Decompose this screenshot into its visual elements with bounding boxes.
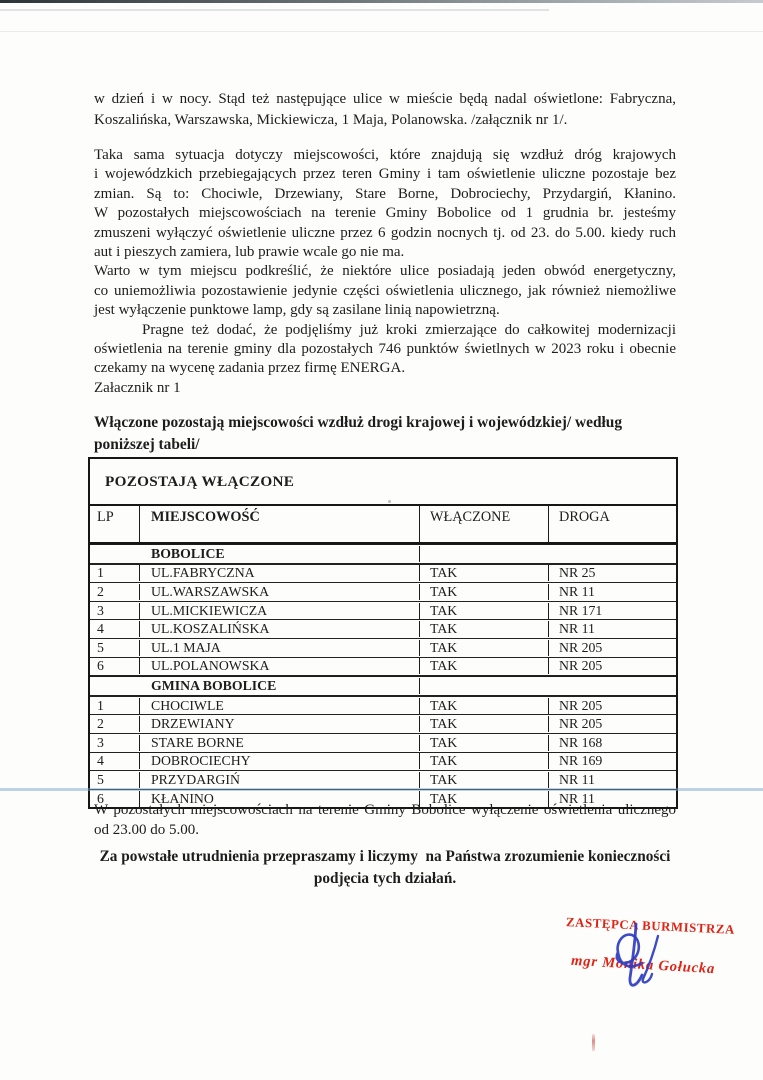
cell-wlaczone: TAK: [420, 565, 549, 581]
scan-artifact-top-edge: [0, 0, 763, 3]
scan-artifact-streak: [0, 31, 763, 32]
text-line: i wojewódzkich przebiegających przez teren Gminy i tam oświetlenie uliczne pozostaje bez: [94, 166, 676, 183]
table-row: [90, 715, 676, 734]
table-row: [90, 676, 676, 697]
cell-lp: 3: [90, 735, 140, 751]
cell-miejscowosc: UL.FABRYCZNA: [140, 565, 420, 581]
text-line: od 23.00 do 5.00.: [94, 822, 199, 839]
cell-wlaczone: TAK: [420, 735, 549, 751]
cell-wlaczone: TAK: [420, 640, 549, 656]
cell-miejscowosc: DOBROCIECHY: [140, 753, 420, 769]
cell-lp: 2: [90, 584, 140, 600]
table-body: [90, 544, 676, 807]
cell-wlaczone: TAK: [420, 753, 549, 769]
table-row: [90, 734, 676, 753]
deputy-mayor-stamp-name: mgr Monika Gołucka: [570, 952, 716, 978]
text-line: Warto w tym miejscu podkreślić, że niektóre ulice posiadają jeden obwód energetyczny,: [94, 263, 676, 280]
cell-lp: 3: [90, 603, 140, 619]
attachment-label-text: Załacznik nr 1: [94, 380, 181, 396]
table-row: [90, 639, 676, 658]
table-header-row: [90, 506, 676, 544]
cell-droga: NR 205: [559, 716, 603, 732]
cell-lp: 1: [90, 565, 140, 581]
attachment-label: [94, 379, 676, 398]
table-row: [90, 697, 676, 716]
cell-miejscowosc: STARE BORNE: [140, 735, 420, 751]
cell-droga: NR 205: [559, 658, 603, 674]
deputy-mayor-stamp-title: ZASTĘPCA BURMISTRZA: [565, 915, 736, 937]
lighting-table: [88, 457, 678, 809]
column-header-wlaczone: WŁĄCZONE: [420, 506, 549, 542]
text-line: Za powstałe utrudnienia przepraszamy i liczymy na Państwa zrozumienie konieczności: [99, 848, 671, 865]
cell-wlaczone: TAK: [420, 621, 549, 637]
table-row: [90, 602, 676, 621]
column-header-droga: DROGA: [559, 509, 610, 525]
cell-droga: NR 169: [559, 753, 603, 769]
cell-lp: 6: [90, 658, 140, 674]
table-row: [90, 544, 676, 565]
cell-droga: NR 171: [559, 602, 603, 618]
text-line: czekamy na wycenę zadania przez firmę ENERGA.: [94, 360, 406, 377]
cell-lp: 2: [90, 716, 140, 732]
cell-droga: NR 11: [559, 790, 595, 806]
cell-lp: 4: [90, 753, 140, 769]
cell-droga: NR 11: [559, 583, 595, 599]
cell-lp: 5: [90, 640, 140, 656]
scan-artifact-red-dash: [592, 1034, 595, 1051]
cell-wlaczone: TAK: [420, 772, 549, 788]
cell-miejscowosc: UL.WARSZAWSKA: [140, 584, 420, 600]
cell-wlaczone: TAK: [420, 716, 549, 732]
cell-droga: NR 205: [559, 639, 603, 655]
cell-miejscowosc: DRZEWIANY: [140, 716, 420, 732]
cell-wlaczone: TAK: [420, 658, 549, 674]
text-line: jest wyłączenie punktowe lamp, gdy są zasilane linią napowietrzną.: [94, 302, 500, 319]
cell-wlaczone: TAK: [420, 698, 549, 714]
cell-miejscowosc: BOBOLICE: [140, 546, 420, 562]
cell-miejscowosc: CHOCIWLE: [140, 698, 420, 714]
apology-paragraph: [94, 846, 676, 889]
cell-wlaczone: TAK: [420, 603, 549, 619]
cell-lp: 5: [90, 772, 140, 788]
closing-paragraph: [94, 800, 676, 840]
cell-miejscowosc: UL.KOSZALIŃSKA: [140, 621, 420, 637]
text-line: W pozostałych miejscowościach na terenie Gminy Bobolice od 1 grudnia br. jesteśmy: [94, 205, 676, 222]
table-row: [90, 565, 676, 584]
intro-paragraph: [94, 89, 676, 130]
table-row: [90, 620, 676, 639]
column-header-lp: LP: [90, 506, 140, 542]
cell-droga: NR 168: [559, 734, 603, 750]
cell-miejscowosc: UL.1 MAJA: [140, 640, 420, 656]
cell-miejscowosc: UL.POLANOWSKA: [140, 658, 420, 674]
text-line: podjęcia tych działań.: [313, 869, 457, 887]
table-title: POZOSTAJĄ WŁĄCZONE: [90, 459, 676, 506]
text-line: zmuszeni wyłączyć oświetlenie uliczne przez 6 godzin nocnych tj. od 23. do 5.00. kiedy ruch: [94, 224, 676, 241]
cell-wlaczone: TAK: [420, 791, 549, 807]
cell-droga: NR 25: [559, 565, 596, 581]
text-line: W pozostałych miejscowościach na terenie Gminy Bobolice wyłączenie oświetlenia ulicznego: [94, 802, 676, 818]
text-line: poniższej tabeli/: [94, 436, 200, 453]
cell-droga: NR 11: [559, 621, 595, 637]
cell-lp: 1: [90, 698, 140, 714]
scan-artifact-blue-line: [0, 788, 763, 791]
cell-miejscowosc: GMINA BOBOLICE: [140, 678, 420, 694]
signature-scribble-icon: [606, 916, 678, 998]
cell-droga: NR 205: [559, 697, 603, 713]
cell-miejscowosc: KŁANINO: [140, 791, 420, 807]
text-line: aut i pieszych zamiera, lub prawie wcale go nie ma.: [94, 244, 405, 261]
main-paragraph: [94, 146, 676, 379]
table-row: [90, 583, 676, 602]
text-line: Koszalińska, Warszawska, Mickiewicza, 1 Maja, Polanowska. /załącznik nr 1/.: [94, 111, 568, 128]
cell-miejscowosc: UL.MICKIEWICZA: [140, 603, 420, 619]
table-intro-heading: [94, 412, 676, 456]
text-line: w dzień i w nocy. Stąd też następujące ulice w mieście będą nadal oświetlone: Fabryczna,: [94, 91, 676, 107]
table-row: [90, 658, 676, 677]
cell-lp: 4: [90, 621, 140, 637]
cell-wlaczone: TAK: [420, 584, 549, 600]
cell-miejscowosc: PRZYDARGIŃ: [140, 772, 420, 788]
cell-droga: NR 11: [559, 771, 595, 787]
table-row: [90, 753, 676, 772]
column-header-miejscowosc: MIEJSCOWOŚĆ: [140, 506, 420, 542]
text-line: co uniemożliwia pozostawienie jedynie części oświetlenia ulicznego, jak również niemożliwe: [94, 282, 676, 299]
text-line: Taka sama sytuacja dotyczy miejscowości, które znajdują się wzdłuż dróg krajowych: [94, 147, 676, 163]
table-row: [90, 771, 676, 790]
scan-artifact-streak: [0, 9, 549, 11]
text-line: Włączone pozostają miejscowości wzdłuż drogi krajowej i wojewódzkiej/ według: [94, 414, 623, 431]
text-line: zmian. Są to: Chociwle, Drzewiany, Stare Borne, Dobrociechy, Przydargiń, Kłanino.: [94, 185, 676, 202]
cell-lp: 6: [90, 791, 140, 807]
text-line: Pragne też dodać, że podjęliśmy już kroki zmierzające do całkowitej modernizacji: [142, 321, 676, 338]
text-line: oświetlenia na terenie gminy dla pozostałych 746 punktów świetlnych w 2023 roku i obecnie: [94, 341, 676, 358]
scan-artifact-speck: [388, 500, 391, 503]
